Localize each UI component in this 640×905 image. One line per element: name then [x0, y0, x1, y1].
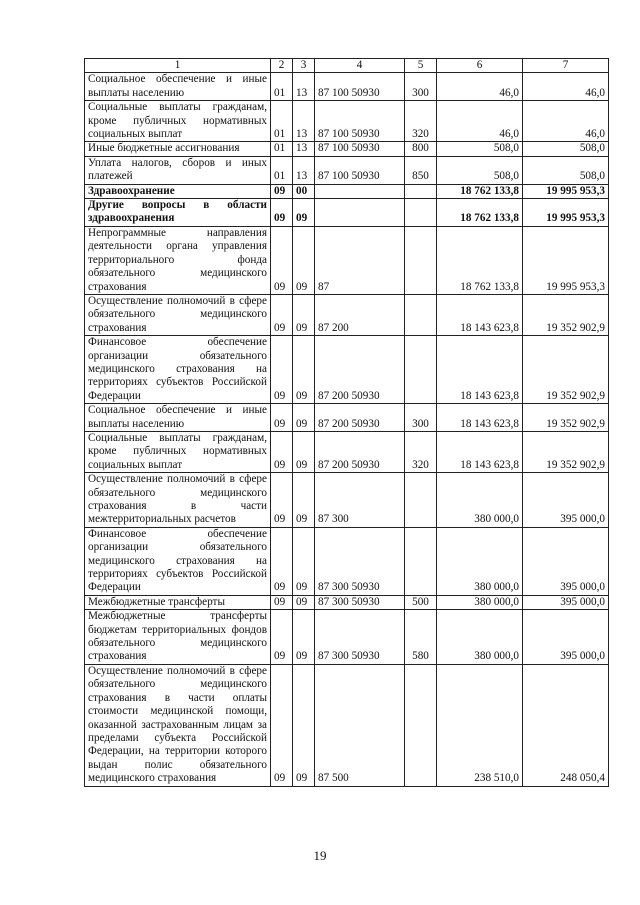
table-row: [85, 294, 609, 335]
amount-year2-cell: 19 995 953,3: [523, 184, 609, 198]
section-code-cell: 09: [271, 226, 293, 294]
table-row: [85, 610, 609, 665]
subsection-code-cell: 09: [293, 527, 315, 595]
item-name-cell: Социальное обеспечение и иные выплаты населению: [85, 404, 271, 432]
expense-type-cell: [405, 336, 437, 404]
expense-type-cell: [405, 473, 437, 528]
amount-year2-cell: 19 352 902,9: [523, 336, 609, 404]
table-row: [85, 473, 609, 528]
item-name-cell: Осуществление полномочий в сфере обязательного медицинского страхования в части оплаты стоимости медицинской помощи, оказанной застрахованным лицам за пределами субъекта Российской Федерации, на территории которого выдан полис обязательного медицинского страхования: [85, 664, 271, 786]
amount-year1-cell: 380 000,0: [437, 527, 523, 595]
expense-type-cell: [405, 184, 437, 198]
expense-type-cell: 320: [405, 431, 437, 472]
target-article-cell: 87 300 50930: [315, 610, 405, 665]
subsection-code-cell: 13: [293, 142, 315, 156]
column-header: 1: [85, 59, 271, 73]
amount-year2-cell: 19 995 953,3: [523, 199, 609, 227]
item-name-cell: Финансовое обеспечение организации обязательного медицинского страхования на территориях субъектов Российской Федерации: [85, 527, 271, 595]
item-name-cell: Иные бюджетные ассигнования: [85, 142, 271, 156]
column-header: 4: [315, 59, 405, 73]
amount-year1-cell: 18 143 623,8: [437, 431, 523, 472]
expense-type-cell: 300: [405, 404, 437, 432]
section-code-cell: 09: [271, 595, 293, 609]
subsection-code-cell: 09: [293, 404, 315, 432]
column-header: 3: [293, 59, 315, 73]
target-article-cell: 87: [315, 226, 405, 294]
target-article-cell: 87 100 50930: [315, 73, 405, 101]
subsection-code-cell: 09: [293, 431, 315, 472]
expense-type-cell: [405, 226, 437, 294]
column-header: 5: [405, 59, 437, 73]
item-name-cell: Другие вопросы в области здравоохранения: [85, 199, 271, 227]
subsection-code-cell: 09: [293, 610, 315, 665]
target-article-cell: 87 300 50930: [315, 595, 405, 609]
table-row: [85, 336, 609, 404]
amount-year2-cell: 395 000,0: [523, 527, 609, 595]
amount-year2-cell: 395 000,0: [523, 595, 609, 609]
target-article-cell: 87 200 50930: [315, 404, 405, 432]
subsection-code-cell: 09: [293, 473, 315, 528]
amount-year1-cell: 508,0: [437, 156, 523, 184]
amount-year1-cell: 46,0: [437, 73, 523, 101]
table-row: [85, 527, 609, 595]
expense-type-cell: 500: [405, 595, 437, 609]
amount-year2-cell: 19 352 902,9: [523, 294, 609, 335]
subsection-code-cell: 13: [293, 156, 315, 184]
subsection-code-cell: 09: [293, 336, 315, 404]
section-code-cell: 09: [271, 404, 293, 432]
item-name-cell: Здравоохранение: [85, 184, 271, 198]
amount-year1-cell: 18 143 623,8: [437, 336, 523, 404]
budget-table: [84, 58, 609, 787]
expense-type-cell: 320: [405, 101, 437, 142]
section-code-cell: 09: [271, 664, 293, 786]
section-code-cell: 09: [271, 336, 293, 404]
subsection-code-cell: 13: [293, 101, 315, 142]
target-article-cell: 87 200: [315, 294, 405, 335]
table-row: [85, 156, 609, 184]
item-name-cell: Социальные выплаты гражданам, кроме публичных нормативных социальных выплат: [85, 101, 271, 142]
target-article-cell: 87 100 50930: [315, 156, 405, 184]
section-code-cell: 01: [271, 101, 293, 142]
table-row: [85, 595, 609, 609]
amount-year2-cell: 508,0: [523, 156, 609, 184]
item-name-cell: Социальное обеспечение и иные выплаты населению: [85, 73, 271, 101]
amount-year2-cell: 19 352 902,9: [523, 431, 609, 472]
amount-year1-cell: 18 762 133,8: [437, 184, 523, 198]
section-code-cell: 09: [271, 610, 293, 665]
amount-year1-cell: 380 000,0: [437, 473, 523, 528]
target-article-cell: 87 300 50930: [315, 527, 405, 595]
table-row: [85, 404, 609, 432]
amount-year1-cell: 18 762 133,8: [437, 226, 523, 294]
section-code-cell: 01: [271, 142, 293, 156]
item-name-cell: Социальные выплаты гражданам, кроме публичных нормативных социальных выплат: [85, 431, 271, 472]
expense-type-cell: 580: [405, 610, 437, 665]
page-number: 19: [313, 848, 327, 863]
amount-year1-cell: 46,0: [437, 101, 523, 142]
column-header: 6: [437, 59, 523, 73]
amount-year2-cell: 248 050,4: [523, 664, 609, 786]
expense-type-cell: 300: [405, 73, 437, 101]
amount-year1-cell: 380 000,0: [437, 595, 523, 609]
target-article-cell: 87 200 50930: [315, 336, 405, 404]
target-article-cell: 87 100 50930: [315, 142, 405, 156]
expense-type-cell: [405, 294, 437, 335]
table-row: [85, 142, 609, 156]
amount-year2-cell: 395 000,0: [523, 610, 609, 665]
subsection-code-cell: 09: [293, 226, 315, 294]
column-header: 2: [271, 59, 293, 73]
subsection-code-cell: 13: [293, 73, 315, 101]
subsection-code-cell: 09: [293, 595, 315, 609]
amount-year1-cell: 18 143 623,8: [437, 294, 523, 335]
table-row: [85, 664, 609, 786]
table-row: [85, 184, 609, 198]
expense-type-cell: 800: [405, 142, 437, 156]
expense-type-cell: [405, 199, 437, 227]
target-article-cell: [315, 199, 405, 227]
amount-year1-cell: 18 762 133,8: [437, 199, 523, 227]
amount-year2-cell: 19 352 902,9: [523, 404, 609, 432]
table-row: [85, 199, 609, 227]
subsection-code-cell: 09: [293, 664, 315, 786]
target-article-cell: 87 100 50930: [315, 101, 405, 142]
item-name-cell: Осуществление полномочий в сфере обязательного медицинского страхования в части межтерриториальных расчетов: [85, 473, 271, 528]
section-code-cell: 09: [271, 431, 293, 472]
section-code-cell: 01: [271, 73, 293, 101]
table-row: [85, 226, 609, 294]
expense-type-cell: 850: [405, 156, 437, 184]
column-header: 7: [523, 59, 609, 73]
subsection-code-cell: 09: [293, 294, 315, 335]
amount-year2-cell: 19 995 953,3: [523, 226, 609, 294]
section-code-cell: 09: [271, 527, 293, 595]
table-header-row: [85, 59, 609, 73]
subsection-code-cell: 09: [293, 199, 315, 227]
item-name-cell: Межбюджетные трансферты бюджетам территориальных фондов обязательного медицинского страхования: [85, 610, 271, 665]
expense-type-cell: [405, 527, 437, 595]
table-row: [85, 431, 609, 472]
amount-year1-cell: 238 510,0: [437, 664, 523, 786]
item-name-cell: Осуществление полномочий в сфере обязательного медицинского страхования: [85, 294, 271, 335]
amount-year2-cell: 395 000,0: [523, 473, 609, 528]
item-name-cell: Уплата налогов, сборов и иных платежей: [85, 156, 271, 184]
table-row: [85, 73, 609, 101]
amount-year2-cell: 508,0: [523, 142, 609, 156]
section-code-cell: 09: [271, 473, 293, 528]
item-name-cell: Межбюджетные трансферты: [85, 595, 271, 609]
section-code-cell: 09: [271, 199, 293, 227]
item-name-cell: Непрограммные направления деятельности органа управления территориального фонда обязательного медицинского страхования: [85, 226, 271, 294]
section-code-cell: 09: [271, 294, 293, 335]
amount-year2-cell: 46,0: [523, 101, 609, 142]
expense-type-cell: [405, 664, 437, 786]
amount-year1-cell: 380 000,0: [437, 610, 523, 665]
amount-year1-cell: 508,0: [437, 142, 523, 156]
target-article-cell: 87 300: [315, 473, 405, 528]
amount-year2-cell: 46,0: [523, 73, 609, 101]
table-row: [85, 101, 609, 142]
section-code-cell: 01: [271, 156, 293, 184]
target-article-cell: 87 200 50930: [315, 431, 405, 472]
subsection-code-cell: 00: [293, 184, 315, 198]
target-article-cell: 87 500: [315, 664, 405, 786]
item-name-cell: Финансовое обеспечение организации обязательного медицинского страхования на территориях субъектов Российской Федерации: [85, 336, 271, 404]
target-article-cell: [315, 184, 405, 198]
section-code-cell: 09: [271, 184, 293, 198]
amount-year1-cell: 18 143 623,8: [437, 404, 523, 432]
